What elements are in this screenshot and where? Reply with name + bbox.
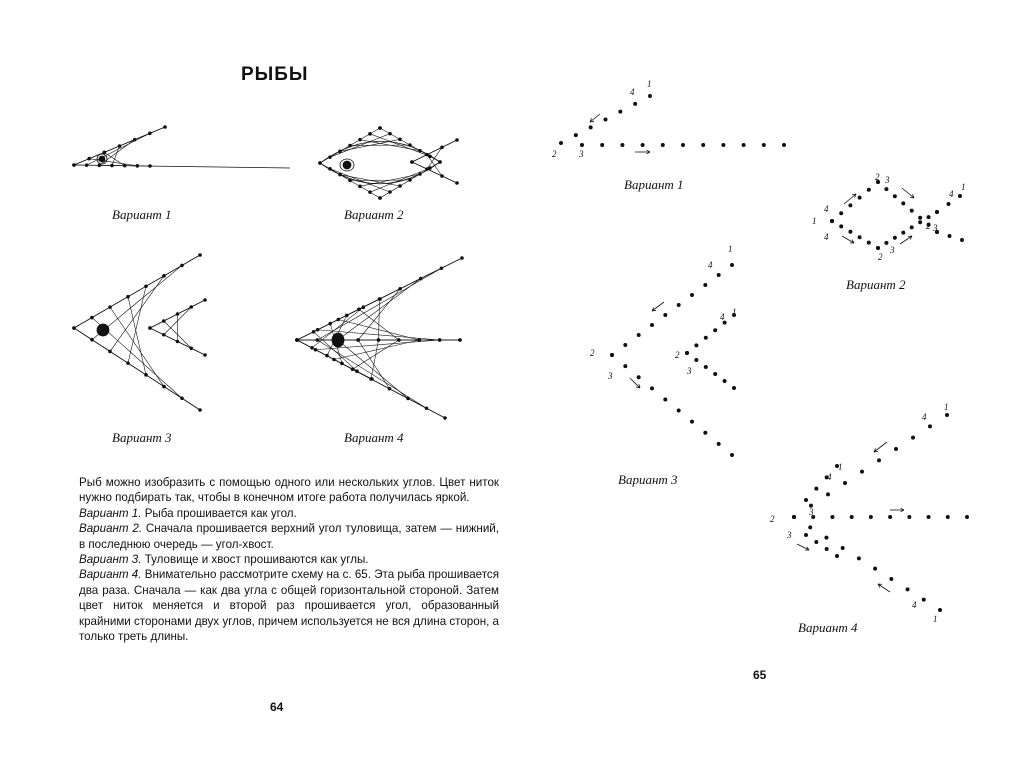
fish3-body-hole [145, 373, 148, 376]
fish-variant-1-illustration [73, 126, 290, 168]
scheme3-dot [610, 353, 614, 357]
fish2-bottom-hole [359, 185, 362, 188]
scheme4-dot [927, 515, 931, 519]
scheme2-dot [839, 224, 843, 228]
fish2-top-hole [329, 156, 332, 159]
fish2-tail-hole [456, 139, 459, 142]
scheme1-dot [742, 143, 746, 147]
fish3-tail-hole [176, 313, 179, 316]
scheme4-arrow [874, 442, 887, 452]
scheme2-label: 2 [875, 172, 880, 182]
variant-3-text: Туловище и хвост прошиваются как углы. [144, 553, 369, 567]
scheme1-dot [633, 102, 637, 106]
scheme2-dot [918, 220, 922, 224]
fish3-tail-hole [162, 320, 165, 323]
scheme2-label: 3 [933, 223, 938, 233]
fish3-tail-hole [190, 306, 193, 309]
scheme3-arrow [652, 310, 656, 311]
fish3-tail-hole [176, 340, 179, 343]
scheme2-dot [947, 202, 951, 206]
scheme1-dot [618, 110, 622, 114]
fish1-hole [136, 164, 139, 167]
fish4-inner-hole [379, 298, 382, 301]
scheme3-label: 4 [720, 312, 725, 322]
scheme1-dot [661, 143, 665, 147]
fish4-lower-thread [358, 340, 389, 389]
fish3-body-hole [91, 316, 94, 319]
fish4-lower-hole [388, 387, 391, 390]
fish2-bottom-hole [349, 179, 352, 182]
scheme3-dot [650, 323, 654, 327]
scheme1-dot [580, 143, 584, 147]
scheme4-label: 3 [787, 530, 792, 540]
fish3-tail-hole [204, 299, 207, 302]
scheme3-dot [690, 293, 694, 297]
scheme3-dot [730, 453, 734, 457]
scheme4-dot [808, 525, 812, 529]
fish3-tail-hole [190, 347, 193, 350]
variant-3-paragraph [79, 552, 499, 567]
fish3-body-hole [163, 385, 166, 388]
scheme1-dot [681, 143, 685, 147]
scheme1-label: 2 [552, 149, 557, 159]
scheme4-dot [857, 556, 861, 560]
scheme1-dot [648, 94, 652, 98]
fish-variant-3-illustration [73, 254, 207, 412]
fish2-bottom-hole [429, 167, 432, 170]
fish2-bottom-hole [399, 185, 402, 188]
fish3-body-hole [127, 295, 130, 298]
scheme1-dot [620, 143, 624, 147]
fish4-lower-hole [377, 339, 380, 342]
scheme1-dot [574, 133, 578, 137]
fish2-bottom-hole [319, 162, 322, 165]
scheme3-label: 1 [732, 307, 737, 317]
page-number-right: 65 [753, 668, 767, 682]
scheme4-label: 4 [912, 600, 917, 610]
fish4-inner-hole [345, 314, 348, 317]
fish2-bottom-hole [439, 161, 442, 164]
scheme2-dot [958, 194, 962, 198]
scheme3-arrow [630, 378, 640, 388]
scheme4-dot [843, 481, 847, 485]
fish1-hole [88, 157, 91, 160]
scheme3-dot [713, 372, 717, 376]
scheme1-dot [589, 125, 593, 129]
scheme3-dot [717, 273, 721, 277]
fish4-upper-hole [461, 257, 464, 260]
scheme3-dot [732, 386, 736, 390]
scheme2-dot [910, 209, 914, 213]
fish3-body-thread [128, 286, 146, 363]
scheme3-dot [730, 263, 734, 267]
fish4-lower-hole [336, 339, 339, 342]
scheme2-dot [884, 241, 888, 245]
scheme2-dot [867, 241, 871, 245]
scheme4-dot [826, 492, 830, 496]
scheme2-dot [893, 194, 897, 198]
fish3-body-hole [109, 350, 112, 353]
scheme2-label: 3 [885, 175, 890, 185]
scheme4-dot [945, 413, 949, 417]
scheme3-dot [623, 343, 627, 347]
fish1-hole [118, 145, 121, 148]
fish2-tail-hole [441, 146, 444, 149]
fish4-lower-hole [357, 339, 360, 342]
fish2-top-hole [409, 144, 412, 147]
scheme1-dot [701, 143, 705, 147]
fish1-hole [164, 126, 167, 129]
scheme3-label: 1 [728, 244, 733, 254]
fish3-body-hole [199, 409, 202, 412]
fish4-inner-hole [312, 330, 315, 333]
scheme1-label: 1 [647, 79, 652, 89]
scheme4-dot [928, 424, 932, 428]
fish4-inner-hole [341, 362, 344, 365]
variant-1-label: Вариант 1. [79, 506, 142, 520]
scheme4-dot [889, 577, 893, 581]
scheme3-label: 2 [675, 350, 680, 360]
fish4-inner-hole [311, 346, 314, 349]
scheme-caption-variant-3: Вариант 3 [618, 472, 678, 487]
fish4-inner-hole [329, 322, 332, 325]
scheme4-dot [873, 567, 877, 571]
fish4-lower-hole [425, 407, 428, 410]
scheme3-dot [694, 343, 698, 347]
scheme2-dot [867, 188, 871, 192]
scheme3-dot [713, 328, 717, 332]
scheme2-dot [893, 236, 897, 240]
variant-2-paragraph [79, 521, 499, 552]
scheme4-dot [792, 515, 796, 519]
scheme3-dot [704, 336, 708, 340]
variant-2-label: Вариант 2. [79, 522, 143, 536]
scheme1-dot [762, 143, 766, 147]
fish4-inner-hole [371, 378, 374, 381]
fish1-hole [133, 138, 136, 141]
scheme-caption-variant-2: Вариант 2 [846, 277, 906, 292]
scheme2-dot [830, 219, 834, 223]
scheme2-label: 3 [890, 245, 895, 255]
scheme4-dot [938, 608, 942, 612]
scheme4-label: 1 [944, 402, 949, 412]
scheme1-dot [721, 143, 725, 147]
scheme4-arrow [878, 584, 890, 592]
fish4-upper-hole [419, 277, 422, 280]
scheme3-label: 2 [590, 348, 595, 358]
scheme4-dot [830, 515, 834, 519]
variant-4-paragraph [79, 567, 499, 644]
scheme2-dot [839, 211, 843, 215]
fish2-bottom-hole [329, 167, 332, 170]
fish4-lower-hole [444, 417, 447, 420]
scheme1-dot [641, 143, 645, 147]
fish2-tail-hole [426, 168, 429, 171]
scheme2-arrow [844, 194, 856, 204]
scheme4-label: 4 [827, 472, 832, 482]
variant-4-text: Внимательно рассмотрите схему на с. 65. Эта рыба прошивается два раза. Сначала — как два угла с общей горизонтальной стороной. Затем цвет ниток меняется и второй раз прошивается угол, образованный крайними сторонами двух углов, причем используется не вся длина сторон, а только треть длины. [79, 568, 499, 644]
scheme2-dot [935, 210, 939, 214]
variant-1-paragraph [79, 506, 499, 521]
scheme4-label: 1 [933, 614, 938, 624]
caption-variant-2: Вариант 2 [344, 207, 404, 222]
scheme2-label: 4 [824, 204, 829, 214]
scheme-caption-variant-4: Вариант 4 [798, 620, 858, 635]
fish-variant-2-illustration [319, 127, 459, 200]
scheme3-dot [703, 283, 707, 287]
scheme4-dot [860, 470, 864, 474]
fish2-top-hole [379, 127, 382, 130]
scheme2-dot [918, 216, 922, 220]
scheme3-arrow [652, 302, 664, 311]
fish2-bottom-hole [409, 179, 412, 182]
scheme4-dot [804, 498, 808, 502]
scheme2-dot [927, 215, 931, 219]
scheme4-dot [850, 515, 854, 519]
scheme4-dot [907, 515, 911, 519]
fish3-body-hole [91, 338, 94, 341]
scheme3-dot [677, 303, 681, 307]
scheme2-dot [901, 231, 905, 235]
fish2-top-hole [419, 149, 422, 152]
scheme4-dot [911, 436, 915, 440]
fish1-hole [73, 164, 76, 167]
body-text [79, 475, 499, 644]
fish-variant-4-illustration [296, 257, 464, 420]
scheme3-dot [677, 409, 681, 413]
fish2-bottom-hole [339, 173, 342, 176]
scheme2-label: 1 [812, 216, 817, 226]
scheme3-dot [694, 358, 698, 362]
scheme2-dot [848, 230, 852, 234]
fish1-hole [98, 164, 101, 167]
fish2-bottom-hole [369, 191, 372, 194]
page-title: РЫБЫ [241, 64, 309, 85]
fish2-top-hole [349, 144, 352, 147]
fish4-lower-thread [338, 340, 408, 399]
scheme3-dot [704, 365, 708, 369]
fish1-hole [123, 164, 126, 167]
fish2-tail-hole [441, 175, 444, 178]
scheme2-arrow [900, 236, 912, 244]
scheme3-label: 4 [708, 260, 713, 270]
scheme3-dot [703, 431, 707, 435]
fish3-body-hole [181, 264, 184, 267]
scheme2-dot [858, 196, 862, 200]
scheme2-dot [858, 235, 862, 239]
right-page [512, 0, 1024, 767]
scheme4-dot [814, 540, 818, 544]
fish4-inner-hole [362, 306, 365, 309]
scheme3-dot [637, 333, 641, 337]
fish3-body-hole [73, 327, 76, 330]
scheme4-dot [946, 515, 950, 519]
fish3-body-hole [163, 274, 166, 277]
scheme4-label: 1 [838, 462, 843, 472]
fish4-inner-hole [326, 354, 329, 357]
fish3-body-thread [92, 265, 182, 339]
scheme4-dot [906, 587, 910, 591]
fish1-hole [111, 164, 114, 167]
scheme2-arrow [902, 188, 914, 198]
scheme4-label: 3 [809, 507, 814, 517]
fish4-lower-hole [407, 397, 410, 400]
fish2-bottom-hole [419, 173, 422, 176]
fish2-tail-hole [456, 182, 459, 185]
scheme2-label: 2 [878, 252, 883, 262]
scheme4-dot [869, 515, 873, 519]
scheme2-dot [948, 234, 952, 238]
scheme4-label: 2 [770, 514, 775, 524]
fish3-tail-hole [162, 333, 165, 336]
scheme4-dot [922, 598, 926, 602]
scheme1-label: 4 [630, 87, 635, 97]
scheme4-dot [841, 546, 845, 550]
scheme2-dot [884, 187, 888, 191]
fish4-inner-hole [356, 370, 359, 373]
scheme3-dot [717, 442, 721, 446]
fish4-inner-hole [296, 339, 299, 342]
fish4-lower-hole [418, 339, 421, 342]
scheme4-dot [824, 536, 828, 540]
variant-4-label: Вариант 4. [79, 568, 142, 582]
variant-2-text: Сначала прошивается верхний угол туловища, затем — нижний, в последнюю очередь — угол-хвост. [79, 522, 499, 551]
scheme1-dot [604, 118, 608, 122]
fish3-body-hole [109, 306, 112, 309]
scheme1-dot [782, 143, 786, 147]
fish1-hole [149, 165, 152, 168]
scheme1-dot [559, 141, 563, 145]
scheme2-dot [848, 203, 852, 207]
scheme2-dot [960, 238, 964, 242]
scheme4-dot [835, 554, 839, 558]
scheme3-dot [723, 379, 727, 383]
fish4-lower-hole [316, 339, 319, 342]
scheme2-dot [901, 201, 905, 205]
fish3-body-thread [110, 276, 164, 352]
fish3-body-hole [145, 285, 148, 288]
scheme2-label: 4 [824, 232, 829, 242]
fish1-hole [85, 164, 88, 167]
scheme4-dot [894, 447, 898, 451]
scheme4-dot [877, 458, 881, 462]
scheme3-dot [663, 313, 667, 317]
scheme4-dot [814, 487, 818, 491]
caption-variant-1: Вариант 1 [112, 207, 172, 222]
fish4-upper-thread [379, 299, 380, 340]
scheme1-arrow [590, 114, 600, 122]
scheme2-label: 1 [961, 182, 966, 192]
intro-paragraph: Рыб можно изобразить с помощью одного или нескольких углов. Цвет ниток нужно подбирать так, чтобы в конечном итоге работа получилась яркой. [79, 476, 499, 505]
scheme3-dot [637, 375, 641, 379]
caption-variant-4: Вариант 4 [344, 430, 404, 445]
fish3-body-hole [181, 397, 184, 400]
fish2-top-hole [369, 132, 372, 135]
fish4-upper-hole [399, 287, 402, 290]
fish4-lower-hole [397, 339, 400, 342]
scheme4-label: 4 [922, 412, 927, 422]
fish1-hole [103, 151, 106, 154]
fish2-top-hole [399, 138, 402, 141]
scheme3-dot [650, 386, 654, 390]
fish2-top-hole [359, 138, 362, 141]
fish3-body-hole [127, 362, 130, 365]
scheme2-dot [876, 246, 880, 250]
scheme4-dot [825, 547, 829, 551]
fish3-body-hole [199, 254, 202, 257]
page-number-left: 64 [270, 700, 284, 714]
scheme2-label: 4 [949, 189, 954, 199]
fish1-hole [148, 132, 151, 135]
scheme3-label: 3 [687, 366, 692, 376]
scheme1-label: 3 [579, 149, 584, 159]
caption-variant-3: Вариант 3 [112, 430, 172, 445]
fish2-bottom-hole [389, 191, 392, 194]
scheme4-dot [965, 515, 969, 519]
fish3-body-thread [128, 297, 146, 375]
fish4-lower-hole [438, 339, 441, 342]
fish3-tail-hole [149, 327, 152, 330]
scheme3-dot [685, 351, 689, 355]
scheme1-dot [600, 143, 604, 147]
stitch-diagrams [512, 0, 1024, 767]
scheme3-dot [623, 364, 627, 368]
fish4-upper-hole [440, 267, 443, 270]
fish2-top-hole [339, 150, 342, 153]
scheme4-dot [804, 533, 808, 537]
variant-3-label: Вариант 3. [79, 553, 142, 567]
fish2-top-hole [389, 132, 392, 135]
fish3-tail-hole [204, 354, 207, 357]
fish4-lower-hole [459, 339, 462, 342]
scheme2-label: 2 [926, 221, 931, 231]
scheme3-label: 3 [608, 371, 613, 381]
scheme-caption-variant-1: Вариант 1 [624, 177, 684, 192]
scheme2-dot [910, 225, 914, 229]
scheme3-dot [663, 397, 667, 401]
fish2-tail-hole [411, 161, 414, 164]
scheme4-dot [888, 515, 892, 519]
fish2-bottom-hole [379, 197, 382, 200]
fish2-tail-hole [426, 153, 429, 156]
scheme3-dot [690, 420, 694, 424]
variant-1-text: Рыба прошивается как угол. [144, 506, 297, 520]
